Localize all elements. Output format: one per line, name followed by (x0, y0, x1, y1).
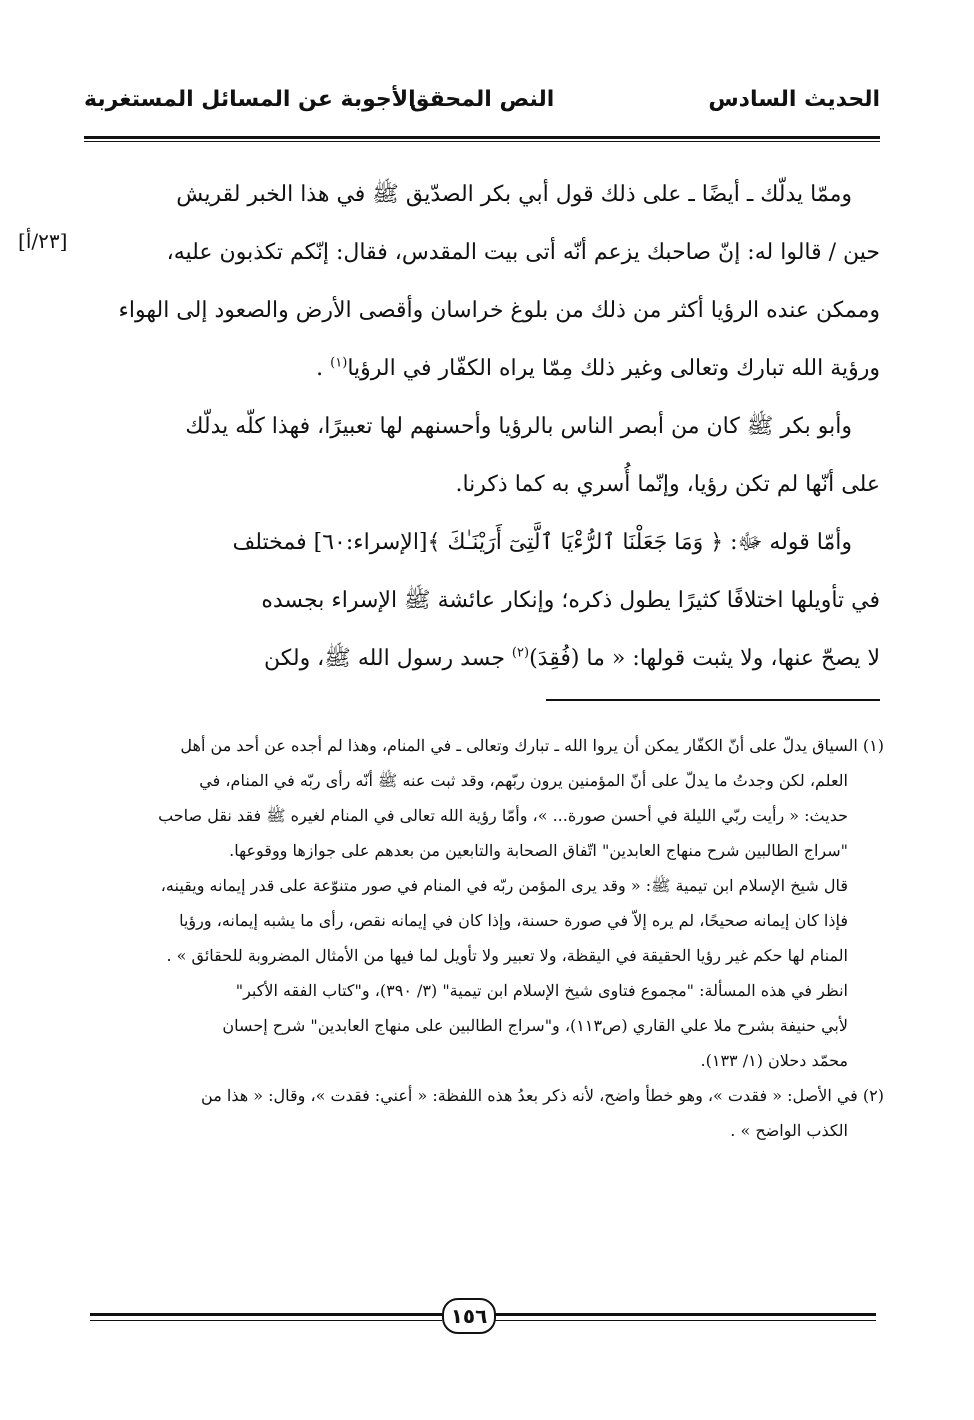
footnote-2 (84, 1078, 884, 1148)
footnote-1-line: قال شيخ الإسلام ابن تيمية ﷺ: « وقد يرى المؤمن ربّه في المنام في صور متنوّعة على قدر إيمانه ويقينه، (160, 876, 848, 895)
manuscript-folio-marker: [٢٣/أ] (18, 229, 68, 253)
footnote-ref-2[interactable]: (٢) (511, 645, 530, 661)
footnote-1-line: العلم، لكن وجدتُ ما يدلّ على أنّ المؤمنين يرون ربّهم، وقد ثبت عنه ﷺ أنّه رأى ربّه في المنام، في (199, 771, 848, 790)
main-line-4 (88, 340, 880, 398)
footnote-1-line: (١) السياق يدلّ على أنّ الكفّار يمكن أن يروا الله ـ تبارك وتعالى ـ في المنام، وهذا لم أجده عن أحد من أهل (180, 736, 884, 755)
main-line-2: حين / قالوا له: إنّ صاحبك يزعم أنّه أتى بيت المقدس، فقال: إنّكم تكذبون عليه، (166, 240, 880, 265)
footnote-1-line: "سراج الطالبين شرح منهاج العابدين" اتّفاق الصحابة والتابعين من بعدهم على جوازها ووقوعها. (229, 841, 848, 860)
main-line-9-end: جسد رسول الله ﷺ، ولكن (263, 646, 512, 671)
header-rule (84, 136, 880, 139)
main-line-9 (88, 630, 880, 688)
footer-rule-left (90, 1313, 442, 1316)
footnote-ref-1[interactable]: (١) (330, 355, 348, 371)
main-line-6: على أنّها لم تكن رؤيا، وإنّما أُسري به كما ذكرنا. (455, 472, 880, 497)
footnotes (84, 728, 884, 1148)
main-line-8: في تأويلها اختلافًا كثيرًا يطول ذكره؛ وإنكار عائشة ﷺ الإسراء بجسده (261, 588, 880, 613)
main-line-9-text: لا يصحّ عنها، ولا يثبت قولها: « ما (فُقِدَ) (529, 646, 880, 671)
footnote-2-line: (٢) في الأصل: « فقدت »، وهو خطأ واضح، لأنه ذكر بعدُ هذه اللفظة: « أعني: فقدت »، وقال: « هذا من (201, 1086, 884, 1105)
main-line-3: وممكن عنده الرؤيا أكثر من ذلك من بلوغ خراسان وأقصى الأرض والصعود إلى الهواء (118, 298, 880, 323)
footnote-1 (84, 728, 884, 1078)
main-line-1: وممّا يدلّك ـ أيضًا ـ على ذلك قول أبي بكر الصدّيق ﷺ في هذا الخبر لقريش (176, 182, 852, 207)
footnote-2-line: الكذب الواضح » . (730, 1121, 848, 1140)
header-book-title: الأجوبة عن المسائل المستغربة (84, 87, 416, 112)
header-section-title: النص المحقق (409, 87, 555, 112)
footer-rule-right-thin (492, 1320, 876, 1321)
main-text (88, 166, 880, 688)
footnote-1-line: لأبي حنيفة بشرح ملا علي القاري (ص١١٣)، و"سراج الطالبين على منهاج العابدين" شرح إحسان (222, 1016, 848, 1035)
footer-rule-left-thin (90, 1320, 442, 1321)
running-header (84, 84, 880, 124)
main-line-7-quran-verse: وأمّا قوله ﷻ: ﴿ وَمَا جَعَلْنَا ٱلرُّءْيَا ٱلَّتِىٓ أَرَيْنَـٰكَ ﴾[الإسراء:٦٠] فمختلف (232, 530, 852, 555)
page-number: ١٥٦ (442, 1298, 496, 1334)
footer-rule-right (492, 1313, 876, 1316)
footnote-1-line: انظر في هذه المسألة: "مجموع فتاوى شيخ الإسلام ابن تيمية" (٣/ ٣٩٠)، و"كتاب الفقه الأكبر" (235, 981, 848, 1000)
main-line-4-text: ورؤية الله تبارك وتعالى وغير ذلك مِمّا يراه الكفّار في الرؤيا (347, 356, 880, 381)
footnote-separator (546, 699, 880, 701)
header-rule-thin (84, 141, 880, 142)
footnote-1-line: حديث: « رأيت ربّي الليلة في أحسن صورة... »، وأمّا رؤية الله تعالى في المنام لغيره ﷺ فقد نقل صاحب (158, 806, 848, 825)
footnote-1-line: المنام لها حكم غير رؤيا الحقيقة في اليقظة، ولا تعبير ولا تأويل لما فيها من الأمثال المضروبة للحقائق » . (166, 946, 848, 965)
main-line-4-end: . (316, 356, 331, 381)
main-line-5: وأبو بكر ﷺ كان من أبصر الناس بالرؤيا وأحسنهم لها تعبيرًا، فهذا كلّه يدلّك (185, 414, 852, 439)
header-chapter-title: الحديث السادس (708, 87, 880, 112)
footnote-1-line: محمّد دحلان (١/ ١٣٣). (700, 1051, 848, 1070)
footnote-1-line: فإذا كان إيمانه صحيحًا، لم يره إلاّ في صورة حسنة، وإذا كان في إيمانه نقص، رأى ما يشبه إيمانه، ورؤيا (179, 911, 848, 930)
